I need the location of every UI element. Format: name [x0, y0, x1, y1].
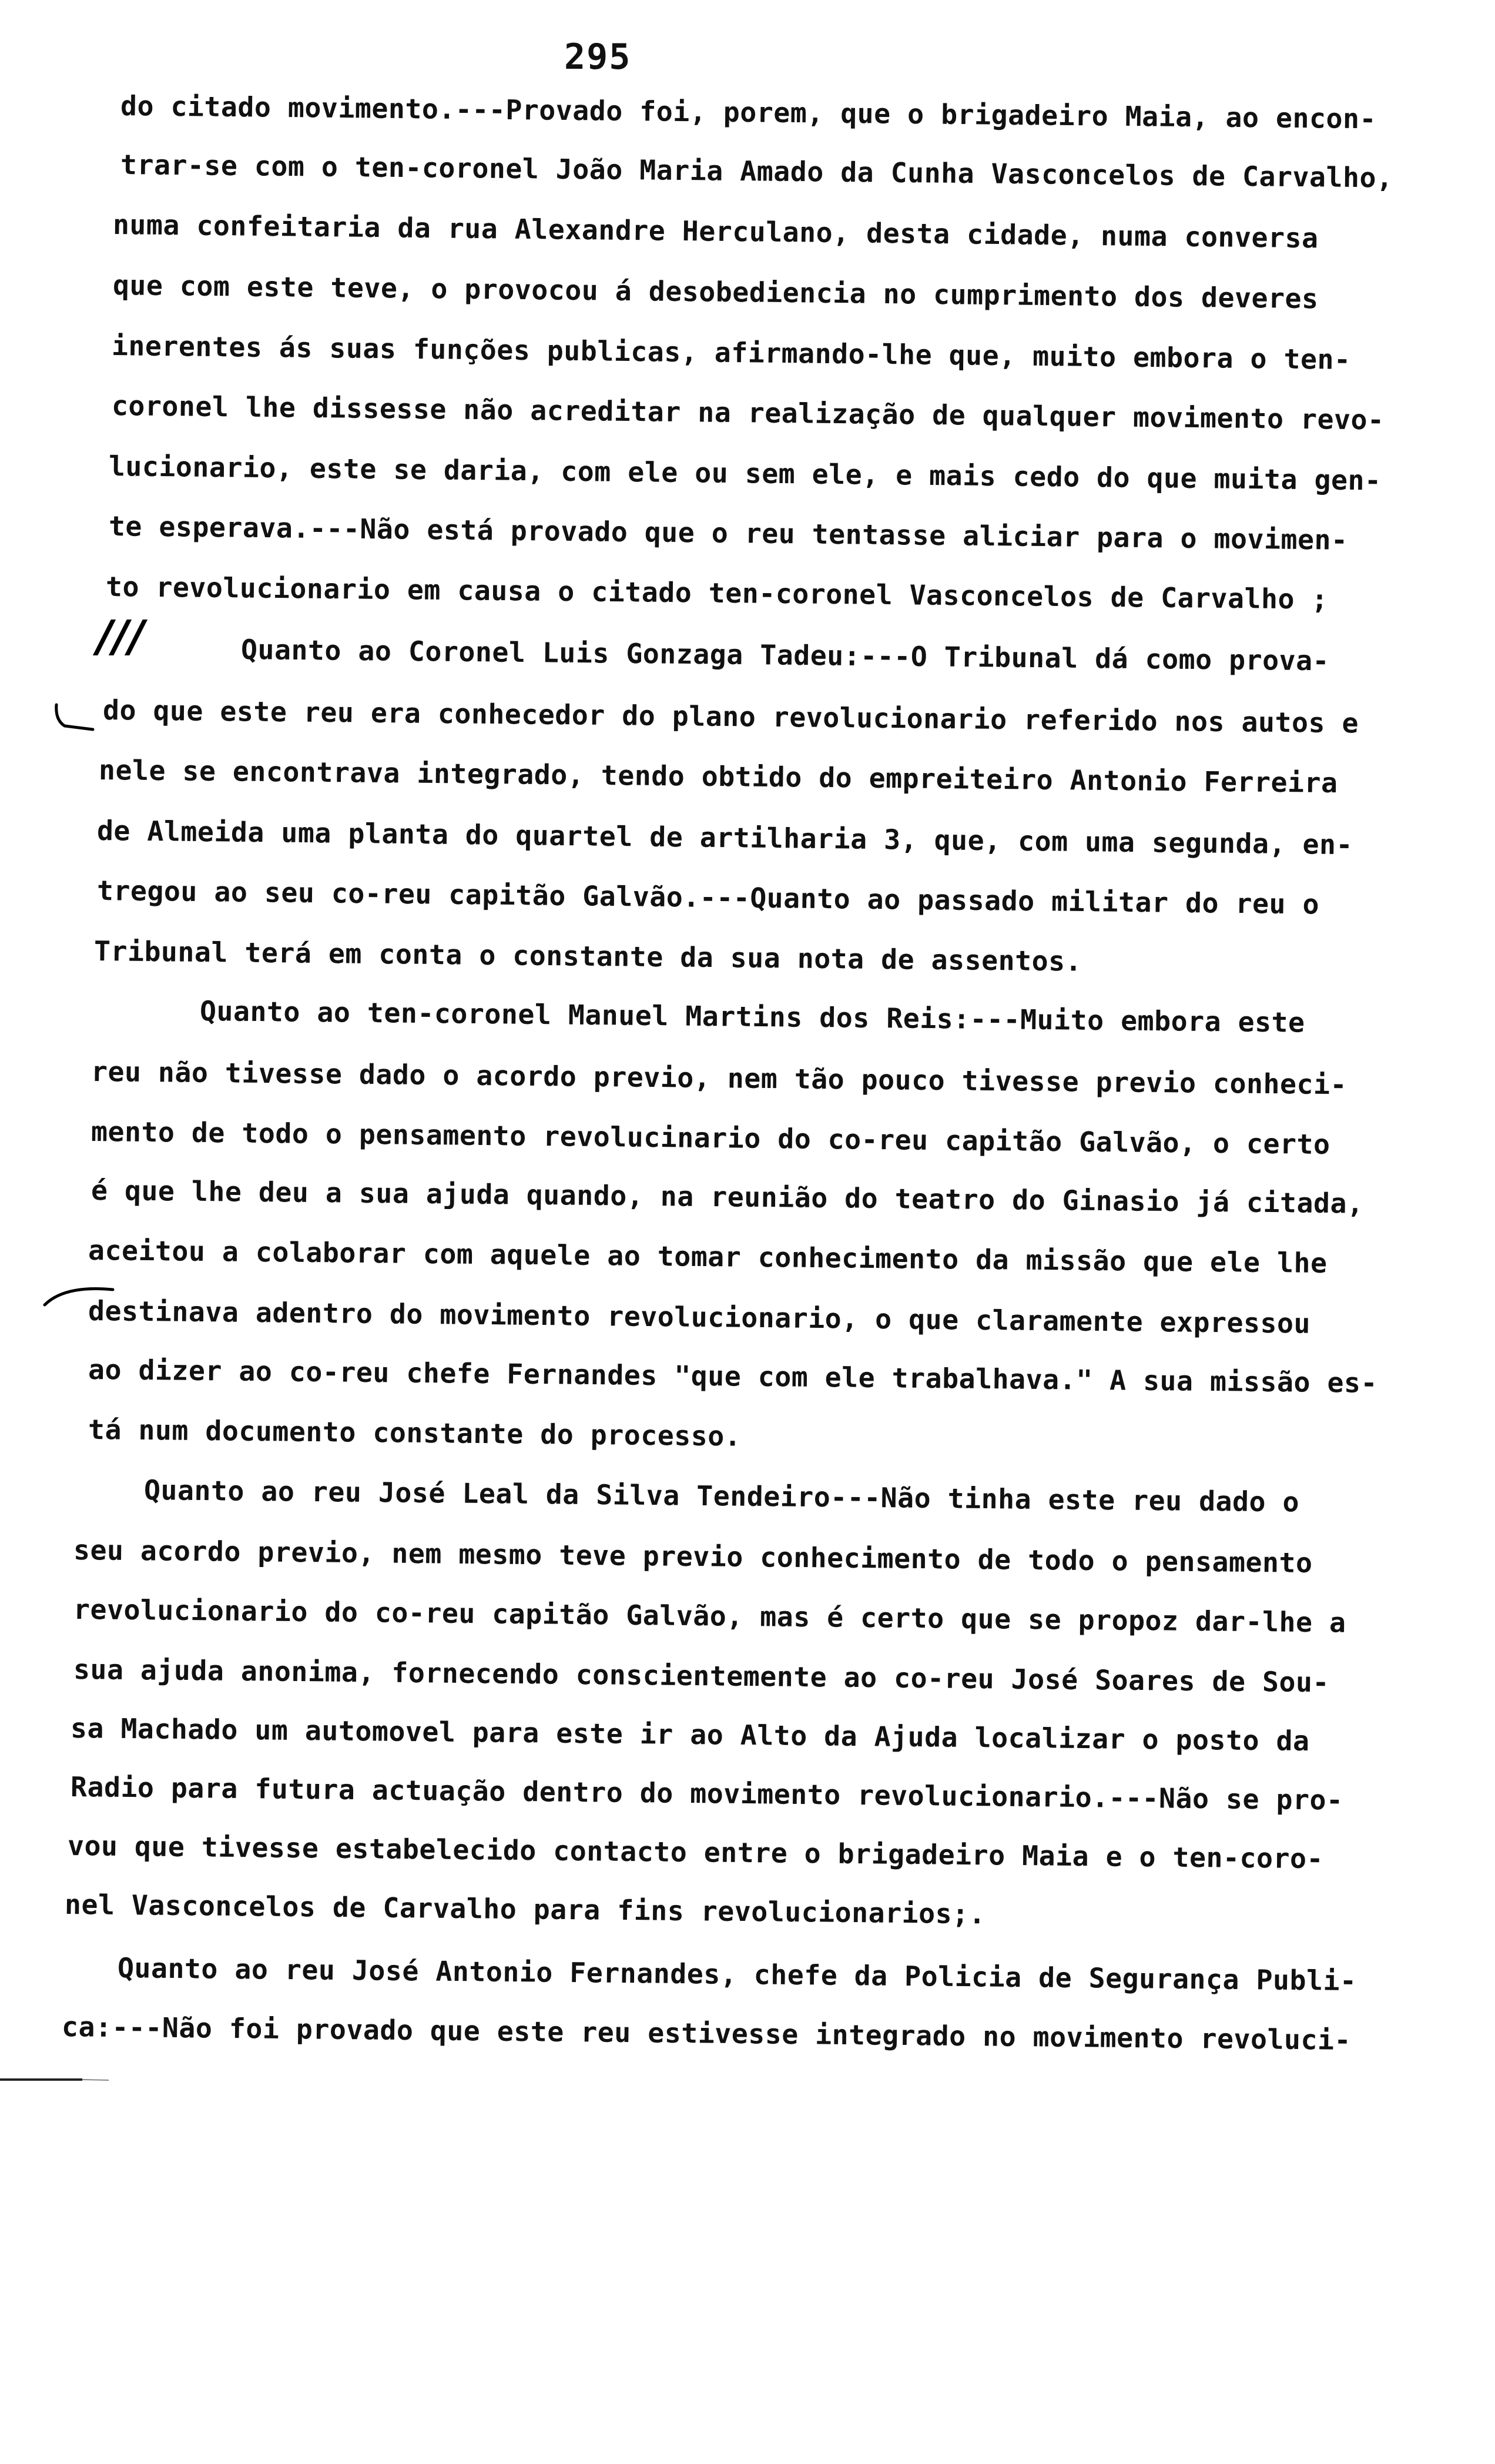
page-number: 295 — [564, 36, 632, 78]
text-line: revolucionario do co-reu capitão Galvão, mas é certo que se propoz dar-lhe a — [73, 1593, 1346, 1639]
text-line: tá num documento constante do processo. — [88, 1414, 742, 1452]
text-line: Quanto ao Coronel Luis Gonzaga Tadeu:---O Tribunal dá como prova- — [240, 634, 1330, 677]
scan-edge-fragment — [0, 2075, 112, 2084]
text-line: destinava adentro do movimento revolucionario, o que claramente expressou — [88, 1295, 1311, 1340]
text-line: Radio para futura actuação dentro do movimento revolucionario.---Não se pro- — [70, 1771, 1343, 1816]
text-line: reu não tivesse dado o acordo previo, nem tão pouco tivesse previo conheci- — [90, 1056, 1347, 1101]
text-line: Quanto ao reu José Antonio Fernandes, chefe da Policia de Segurança Publi- — [117, 1952, 1357, 1997]
text-line: mento de todo o pensamento revolucinario do co-reu capitão Galvão, o certo — [90, 1116, 1330, 1161]
text-line: Quanto ao reu José Leal da Silva Tendeiro---Não tinha este reu dado o — [143, 1474, 1300, 1518]
text-line: vou que tivesse estabelecido contacto entre o brigadeiro Maia e o ten-coro- — [67, 1830, 1324, 1875]
text-line: sa Machado um automovel para este ir ao Alto da Ajuda localizar o posto da — [70, 1712, 1310, 1757]
text-line: do que este reu era conhecedor do plano revolucionario referido nos autos e — [102, 694, 1359, 739]
text-line: seu acordo previo, nem mesmo teve previo conhecimento de todo o pensamento — [73, 1534, 1313, 1579]
text-line: inerentes ás suas funções publicas, afirmando-lhe que, muito embora o ten- — [111, 330, 1351, 376]
text-line: to revolucionario em causa o citado ten-coronel Vasconcelos de Carvalho ; — [105, 571, 1329, 615]
text-line: Quanto ao ten-coronel Manuel Martins dos Reis:---Muito embora este — [199, 995, 1305, 1039]
text-line: lucionario, este se daria, com ele ou sem ele, e mais cedo do que muita gen- — [108, 450, 1382, 497]
text-line: tregou ao seu co-reu capitão Galvão.---Quanto ao passado militar do reu o — [96, 875, 1320, 920]
text-line: numa confeitaria da rua Alexandre Herculano, desta cidade, numa conversa — [112, 209, 1319, 255]
text-line: ca:---Não foi provado que este reu estivesse integrado no movimento revoluci- — [61, 2011, 1352, 2056]
text-line: de Almeida uma planta do quartel de artilharia 3, que, com uma segunda, en- — [96, 815, 1353, 861]
text-line: aceitou a colaborar com aquele ao tomar conhecimento da missão que ele lhe — [88, 1234, 1328, 1280]
text-line: nele se encontrava integrado, tendo obtido do empreiteiro Antonio Ferreira — [98, 754, 1338, 799]
text-line: te esperava.---Não está provado que o reu tentasse aliciar para o movimen- — [108, 510, 1348, 556]
text-line: nel Vasconcelos de Carvalho para fins revolucionarios;. — [64, 1889, 986, 1930]
margin-bracket-mark — [52, 702, 99, 738]
text-line: ao dizer ao co-reu chefe Fernandes "que com ele trabalhava." A sua missão es- — [88, 1354, 1378, 1399]
text-line: é que lhe deu a sua ajuda quando, na reunião do teatro do Ginasio já citada, — [90, 1174, 1364, 1220]
text-line: coronel lhe dissesse não acreditar na realização de qualquer movimento revo- — [111, 390, 1385, 436]
text-line: sua ajuda anonima, fornecendo conscientemente ao co-reu José Soares de Sou- — [73, 1653, 1330, 1699]
text-line: trar-se com o ten-coronel João Maria Amado da Cunha Vasconcelos de Carvalho, — [120, 149, 1393, 194]
text-line: que com este teve, o provocou á desobediencia no cumprimento dos deveres — [112, 269, 1319, 315]
margin-bracket-mark — [41, 1281, 118, 1311]
text-line: Tribunal terá em conta o constante da sua nota de assentos. — [93, 935, 1082, 977]
margin-mark: /// — [97, 611, 145, 662]
text-line: do citado movimento.---Provado foi, porem, que o brigadeiro Maia, ao encon- — [120, 90, 1377, 135]
